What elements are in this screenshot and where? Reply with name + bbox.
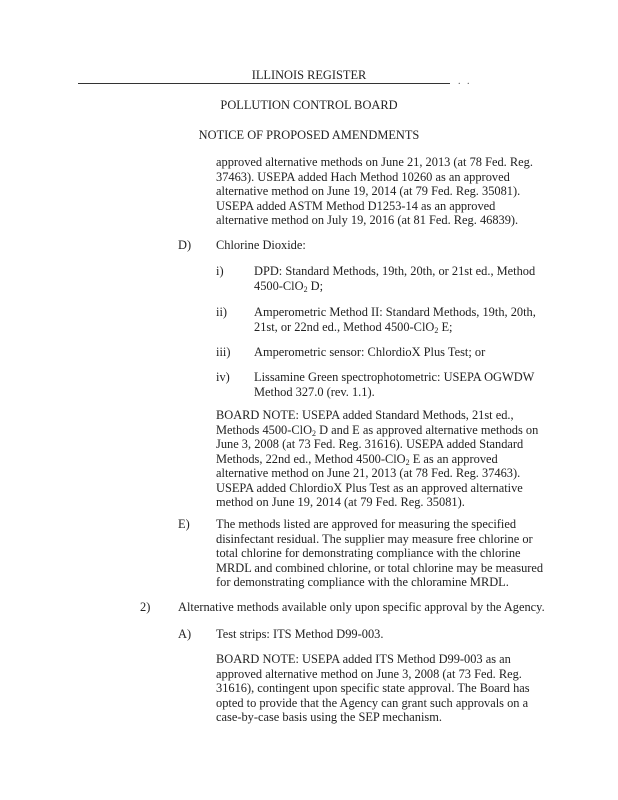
section-2-label: 2) [140, 600, 151, 614]
item-iv-text: Lissamine Green spectrophotometric: USEPA OGWDW Method 327.0 (rev. 1.1). [254, 370, 535, 399]
continuation-line: alternative method on July 19, 2016 (at 81 Fed. Reg. 46839). [216, 213, 519, 227]
item-iv-label: iv) [216, 370, 230, 384]
item-i-label: i) [216, 264, 224, 278]
item-ii-label: ii) [216, 305, 228, 319]
section-d-label: D) [178, 238, 192, 252]
header-rule-dots: . . [458, 76, 472, 87]
section-2-text: Alternative methods available only upon specific approval by the Agency. [178, 600, 545, 614]
item-iii-label: iii) [216, 345, 231, 359]
item-iii-text: Amperometric sensor: ChlordioX Plus Test; or [254, 345, 486, 359]
continuation-line: 37463). USEPA added Hach Method 10260 as an approved [216, 169, 510, 184]
header-rule [78, 83, 450, 84]
continuation-line: approved alternative methods on June 21, 2013 (at 78 Fed. Reg. [216, 155, 533, 169]
item-i-text: DPD: Standard Methods, 19th, 20th, or 21st ed., Method 4500-ClO$_2$ D; [254, 264, 536, 294]
continuation-line: USEPA added ASTM Method D1253-14 as an approved [216, 198, 496, 213]
section-2a-board-note: BOARD NOTE: USEPA added ITS Method D99-003 as an approved alternative method on June 3, 2008 (at 73 Fed. Reg. 31616), contingent upon specific state approval. The Board has opted to provide that the Agency can grant such approvals on a case-by-case basis using the SEP mechanism. [216, 652, 530, 724]
section-d-title: Chlorine Dioxide: [216, 238, 306, 252]
notice-title: NOTICE OF PROPOSED AMENDMENTS [198, 128, 420, 142]
item-ii-text: Amperometric Method II: Standard Methods, 19th, 20th, 21st, or 22nd ed., Method 4500-ClO$_2$ E; [254, 305, 536, 335]
section-e-text: The methods listed are approved for measuring the specified disinfectant residual. The supplier may measure free chlorine or total chlorine for demonstrating compliance with the chlorine MRDL and combined chlorine, or total chlorine may be measured for demonstrating compliance with the chloramine MRDL. [216, 517, 544, 589]
section-d-board-note: BOARD NOTE: USEPA added Standard Methods, 21st ed., Methods 4500-ClO$_2$ D and E as approved alternative methods on June 3, 2008 (at 73 Fed. Reg. 31616). USEPA added Standard Methods, 22nd ed., Method 4500-ClO$_2$ E as an approved alternative method on June 21, 2013 (at 78 Fed. Reg. 37463). USEPA added ChlordioX Plus Test as an approved alternative method on June 19, 2014 (at 79 Fed. Reg. 35081). [216, 408, 539, 509]
section-2a-label: A) [178, 627, 192, 641]
continuation-line: alternative method on June 19, 2014 (at 79 Fed. Reg. 35081). [216, 184, 521, 198]
continuation-paragraph [216, 155, 533, 228]
register-title: ILLINOIS REGISTER [251, 68, 367, 82]
board-title: POLLUTION CONTROL BOARD [220, 98, 398, 112]
section-2a-text: Test strips: ITS Method D99-003. [216, 627, 384, 641]
section-e-label: E) [178, 517, 190, 531]
